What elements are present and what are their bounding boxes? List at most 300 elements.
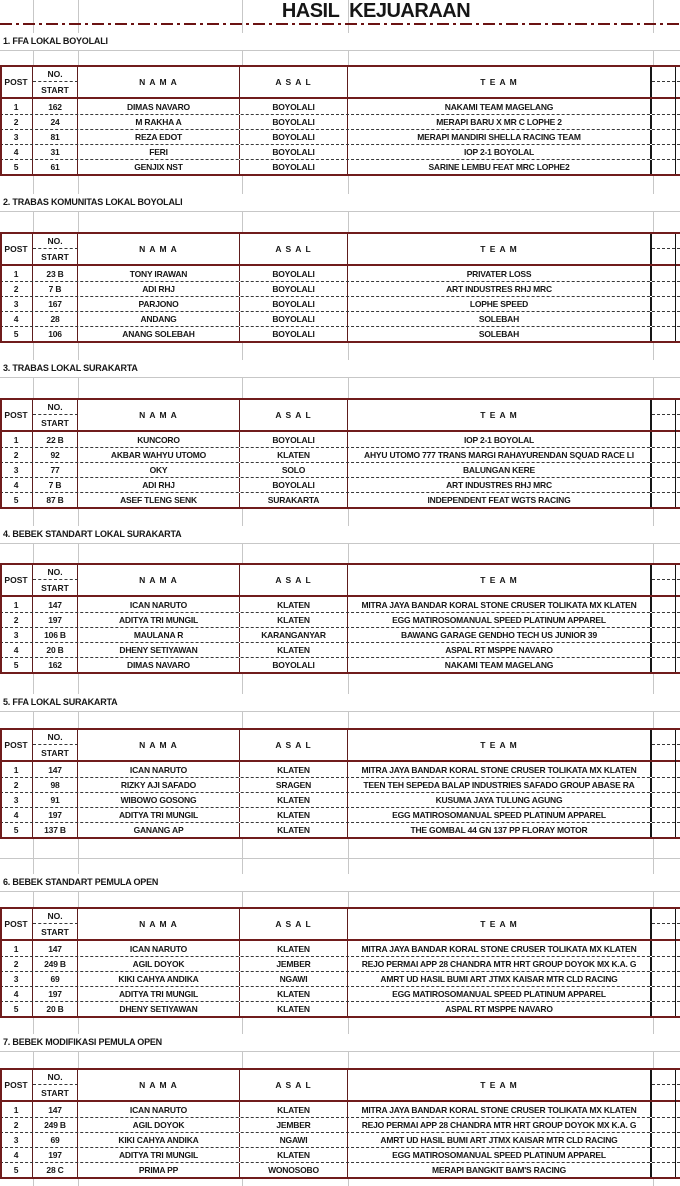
cell-no-start: 137 B	[33, 823, 78, 837]
cell-asal: JEMBER	[240, 957, 348, 971]
header-asal: A S A L	[240, 67, 348, 97]
cell-asal: KARANGANYAR	[240, 628, 348, 642]
cell-team: ART INDUSTRES RHJ MRC	[348, 478, 652, 492]
cell-edge-sliver	[676, 972, 680, 986]
page-title: HASIL KEJUARAAN	[281, 0, 471, 22]
cell-clipped	[652, 282, 676, 296]
cell-nama: ADITYA TRI MUNGIL	[78, 808, 240, 822]
table-body	[0, 762, 680, 837]
cell-post: 2	[0, 1118, 33, 1132]
cell-team: AHYU UTOMO 777 TRANS MARGI RAHAYURENDAN SQUAD RACE LI	[348, 448, 652, 462]
cell-post: 5	[0, 493, 33, 507]
cell-nama: ADITYA TRI MUNGIL	[78, 613, 240, 627]
cell-edge-sliver	[676, 327, 680, 341]
table-row	[0, 144, 680, 159]
clipped-column-border	[675, 67, 676, 174]
cell-asal: BOYOLALI	[240, 160, 348, 174]
section-title: 5. FFA LOKAL SURAKARTA	[0, 694, 680, 711]
cell-post: 3	[0, 1133, 33, 1147]
cell-post: 4	[0, 643, 33, 657]
cell-team: MITRA JAYA BANDAR KORAL STONE CRUSER TOLIKATA MX KLATEN	[348, 762, 652, 777]
cell-asal: KLATEN	[240, 1148, 348, 1162]
header-team: T E A M	[348, 67, 652, 97]
table-left-border	[0, 67, 2, 174]
header-post: POST	[0, 909, 33, 939]
cell-team: SARINE LEMBU FEAT MRC LOPHE2	[348, 160, 652, 174]
results-section	[0, 694, 680, 839]
cell-post: 2	[0, 613, 33, 627]
cell-nama: KIKI CAHYA ANDIKA	[78, 972, 240, 986]
cell-clipped	[652, 1102, 676, 1117]
cell-asal: KLATEN	[240, 448, 348, 462]
cell-edge-sliver	[676, 448, 680, 462]
header-post: POST	[0, 565, 33, 595]
cell-edge-sliver	[676, 160, 680, 174]
cell-edge-sliver	[676, 130, 680, 144]
table-row	[0, 822, 680, 837]
cell-nama: FERI	[78, 145, 240, 159]
cell-clipped	[652, 613, 676, 627]
cell-no-start: 91	[33, 793, 78, 807]
table-row	[0, 159, 680, 174]
table-row	[0, 792, 680, 807]
table-row	[0, 99, 680, 114]
cell-clipped	[652, 493, 676, 507]
cell-edge-sliver	[676, 312, 680, 326]
header-post: POST	[0, 67, 33, 97]
cell-edge-sliver	[676, 478, 680, 492]
cell-clipped	[652, 1133, 676, 1147]
table-header-row	[0, 400, 680, 432]
cell-asal: BOYOLALI	[240, 282, 348, 296]
cell-no-start: 61	[33, 160, 78, 174]
table-left-border	[0, 909, 2, 1016]
header-no: NO.	[33, 909, 78, 924]
table-header-row	[0, 909, 680, 941]
cell-no-start: 69	[33, 972, 78, 986]
cell-asal: KLATEN	[240, 1102, 348, 1117]
cell-nama: ANANG SOLEBAH	[78, 327, 240, 341]
header-nama: N A M A	[78, 400, 240, 430]
cell-edge-sliver	[676, 987, 680, 1001]
table-row	[0, 477, 680, 492]
cell-team: ASPAL RT MSPPE NAVARO	[348, 643, 652, 657]
header-team: T E A M	[348, 565, 652, 595]
cell-edge-sliver	[676, 597, 680, 612]
cell-nama: GENJIX NST	[78, 160, 240, 174]
section-title: 2. TRABAS KOMUNITAS LOKAL BOYOLALI	[0, 194, 680, 211]
header-start: START	[33, 249, 78, 264]
cell-clipped	[652, 808, 676, 822]
results-section	[0, 360, 680, 509]
cell-nama: REZA EDOT	[78, 130, 240, 144]
cell-edge-sliver	[676, 1163, 680, 1177]
cell-team: EGG MATIROSOMANUAL SPEED PLATINUM APPAREL	[348, 808, 652, 822]
header-team: T E A M	[348, 234, 652, 264]
cell-team: THE GOMBAL 44 GN 137 PP FLORAY MOTOR	[348, 823, 652, 837]
cell-edge-sliver	[676, 808, 680, 822]
cell-nama: DIMAS NAVARO	[78, 99, 240, 114]
table-row	[0, 956, 680, 971]
cell-nama: ANDANG	[78, 312, 240, 326]
cell-team: MERAPI BANGKIT BAM'S RACING	[348, 1163, 652, 1177]
cell-no-start: 69	[33, 1133, 78, 1147]
cell-edge-sliver	[676, 493, 680, 507]
cell-edge-sliver	[676, 1118, 680, 1132]
cell-post: 1	[0, 1102, 33, 1117]
cell-post: 3	[0, 793, 33, 807]
cell-team: MERAPI BARU X MR C LOPHE 2	[348, 115, 652, 129]
results-section	[0, 874, 680, 1018]
cell-team: ASPAL RT MSPPE NAVARO	[348, 1002, 652, 1016]
cell-team: REJO PERMAI APP 28 CHANDRA MTR HRT GROUP DOYOK MX K.A. G	[348, 957, 652, 971]
table-left-border	[0, 1070, 2, 1177]
table-row	[0, 762, 680, 777]
table-row	[0, 326, 680, 341]
table-header-row	[0, 565, 680, 597]
header-post: POST	[0, 234, 33, 264]
cell-team: REJO PERMAI APP 28 CHANDRA MTR HRT GROUP DOYOK MX K.A. G	[348, 1118, 652, 1132]
table-header-row	[0, 1070, 680, 1102]
cell-asal: BOYOLALI	[240, 327, 348, 341]
cell-no-start: 106	[33, 327, 78, 341]
cell-nama: AKBAR WAHYU UTOMO	[78, 448, 240, 462]
table-row	[0, 597, 680, 612]
cell-clipped	[652, 957, 676, 971]
cell-edge-sliver	[676, 1133, 680, 1147]
cell-no-start: 81	[33, 130, 78, 144]
cell-asal: BOYOLALI	[240, 432, 348, 447]
cell-no-start: 24	[33, 115, 78, 129]
table-row	[0, 447, 680, 462]
results-table	[0, 1068, 680, 1179]
table-row	[0, 311, 680, 326]
header-team: T E A M	[348, 730, 652, 760]
header-asal: A S A L	[240, 730, 348, 760]
table-row	[0, 627, 680, 642]
cell-clipped	[652, 941, 676, 956]
table-row	[0, 807, 680, 822]
cell-team: MERAPI MANDIRI SHELLA RACING TEAM	[348, 130, 652, 144]
cell-edge-sliver	[676, 282, 680, 296]
cell-clipped	[652, 145, 676, 159]
header-nama: N A M A	[78, 909, 240, 939]
cell-nama: ASEF TLENG SENK	[78, 493, 240, 507]
section-title: 4. BEBEK STANDART LOKAL SURAKARTA	[0, 526, 680, 543]
cell-nama: GANANG AP	[78, 823, 240, 837]
cell-clipped	[652, 1163, 676, 1177]
cell-post: 5	[0, 1163, 33, 1177]
cell-clipped	[652, 1002, 676, 1016]
cell-edge-sliver	[676, 99, 680, 114]
cell-clipped	[652, 793, 676, 807]
header-asal: A S A L	[240, 565, 348, 595]
header-team: T E A M	[348, 909, 652, 939]
cell-team: BALUNGAN KERE	[348, 463, 652, 477]
cell-post: 4	[0, 987, 33, 1001]
cell-nama: ADITYA TRI MUNGIL	[78, 1148, 240, 1162]
cell-asal: KLATEN	[240, 613, 348, 627]
header-asal: A S A L	[240, 909, 348, 939]
cell-clipped	[652, 972, 676, 986]
cell-asal: BOYOLALI	[240, 130, 348, 144]
cell-team: LOPHE SPEED	[348, 297, 652, 311]
cell-edge-sliver	[676, 463, 680, 477]
cell-clipped	[652, 266, 676, 281]
cell-clipped	[652, 778, 676, 792]
cell-no-start: 28 C	[33, 1163, 78, 1177]
cell-post: 1	[0, 597, 33, 612]
cell-clipped	[652, 1118, 676, 1132]
header-team: T E A M	[348, 1070, 652, 1100]
cell-asal: KLATEN	[240, 987, 348, 1001]
clipped-column-border	[675, 909, 676, 1016]
table-row	[0, 1117, 680, 1132]
table-row	[0, 1001, 680, 1016]
cell-clipped	[652, 160, 676, 174]
gridline-horizontal	[0, 858, 680, 859]
cell-no-start: 31	[33, 145, 78, 159]
cell-clipped	[652, 312, 676, 326]
cell-post: 1	[0, 941, 33, 956]
cell-post: 1	[0, 266, 33, 281]
cell-post: 1	[0, 99, 33, 114]
section-title: 6. BEBEK STANDART PEMULA OPEN	[0, 874, 680, 891]
results-section	[0, 1034, 680, 1179]
table-row	[0, 1102, 680, 1117]
cell-team: NAKAMI TEAM MAGELANG	[348, 99, 652, 114]
table-row	[0, 612, 680, 627]
table-left-border	[0, 400, 2, 507]
cell-clipped	[652, 115, 676, 129]
header-no: NO.	[33, 400, 78, 415]
cell-edge-sliver	[676, 823, 680, 837]
cell-asal: KLATEN	[240, 941, 348, 956]
clipped-column-border	[675, 730, 676, 837]
cell-no-start: 162	[33, 99, 78, 114]
cell-asal: BOYOLALI	[240, 312, 348, 326]
cell-edge-sliver	[676, 297, 680, 311]
cell-clipped	[652, 1148, 676, 1162]
cell-team: IOP 2-1 BOYOLAL	[348, 432, 652, 447]
cell-clipped	[652, 463, 676, 477]
table-header-row	[0, 730, 680, 762]
cell-post: 1	[0, 762, 33, 777]
cell-no-start: 147	[33, 762, 78, 777]
header-nama: N A M A	[78, 730, 240, 760]
cell-edge-sliver	[676, 115, 680, 129]
cell-no-start: 197	[33, 1148, 78, 1162]
cell-clipped	[652, 987, 676, 1001]
cell-clipped	[652, 478, 676, 492]
cell-asal: KLATEN	[240, 793, 348, 807]
cell-team: IOP 2-1 BOYOLAL	[348, 145, 652, 159]
cell-nama: AGIL DOYOK	[78, 1118, 240, 1132]
header-no: NO.	[33, 565, 78, 580]
table-body	[0, 597, 680, 672]
cell-nama: ADI RHJ	[78, 478, 240, 492]
table-row	[0, 941, 680, 956]
cell-clipped	[652, 823, 676, 837]
header-post: POST	[0, 400, 33, 430]
table-left-border	[0, 234, 2, 341]
clipped-column-border	[675, 565, 676, 672]
cell-asal: KLATEN	[240, 808, 348, 822]
cell-no-start: 147	[33, 597, 78, 612]
cell-asal: KLATEN	[240, 643, 348, 657]
cell-post: 3	[0, 972, 33, 986]
cell-edge-sliver	[676, 1148, 680, 1162]
cell-edge-sliver	[676, 628, 680, 642]
cell-asal: BOYOLALI	[240, 115, 348, 129]
cell-asal: KLATEN	[240, 762, 348, 777]
cell-asal: BOYOLALI	[240, 99, 348, 114]
cell-post: 2	[0, 282, 33, 296]
header-start: START	[33, 1085, 78, 1100]
section-title: 3. TRABAS LOKAL SURAKARTA	[0, 360, 680, 377]
cell-team: AMRT UD HASIL BUMI ART JTMX KAISAR MTR CLD RACING	[348, 972, 652, 986]
cell-post: 4	[0, 312, 33, 326]
cell-team: MITRA JAYA BANDAR KORAL STONE CRUSER TOLIKATA MX KLATEN	[348, 597, 652, 612]
cell-team: MITRA JAYA BANDAR KORAL STONE CRUSER TOLIKATA MX KLATEN	[348, 1102, 652, 1117]
cell-no-start: 249 B	[33, 1118, 78, 1132]
header-post: POST	[0, 730, 33, 760]
cell-clipped	[652, 327, 676, 341]
cell-nama: KIKI CAHYA ANDIKA	[78, 1133, 240, 1147]
cell-team: EGG MATIROSOMANUAL SPEED PLATINUM APPAREL	[348, 613, 652, 627]
cell-edge-sliver	[676, 613, 680, 627]
table-row	[0, 986, 680, 1001]
results-table	[0, 232, 680, 343]
header-nama: N A M A	[78, 1070, 240, 1100]
cell-nama: OKY	[78, 463, 240, 477]
header-no: NO.	[33, 67, 78, 82]
cell-asal: JEMBER	[240, 1118, 348, 1132]
cell-post: 5	[0, 327, 33, 341]
cell-team: AMRT UD HASIL BUMI ART JTMX KAISAR MTR CLD RACING	[348, 1133, 652, 1147]
results-section	[0, 33, 680, 176]
cell-no-start: 147	[33, 941, 78, 956]
cell-team: PRIVATER LOSS	[348, 266, 652, 281]
table-row	[0, 432, 680, 447]
table-row	[0, 971, 680, 986]
header-no: NO.	[33, 234, 78, 249]
cell-edge-sliver	[676, 762, 680, 777]
cell-asal: BOYOLALI	[240, 478, 348, 492]
header-asal: A S A L	[240, 1070, 348, 1100]
cell-clipped	[652, 130, 676, 144]
cell-asal: SURAKARTA	[240, 493, 348, 507]
cell-no-start: 7 B	[33, 478, 78, 492]
cell-asal: BOYOLALI	[240, 266, 348, 281]
cell-no-start: 77	[33, 463, 78, 477]
cell-post: 2	[0, 115, 33, 129]
cell-no-start: 7 B	[33, 282, 78, 296]
cell-no-start: 98	[33, 778, 78, 792]
cell-nama: ICAN NARUTO	[78, 941, 240, 956]
cell-team: KUSUMA JAYA TULUNG AGUNG	[348, 793, 652, 807]
table-row	[0, 657, 680, 672]
cell-post: 2	[0, 957, 33, 971]
header-start: START	[33, 745, 78, 760]
cell-nama: KUNCORO	[78, 432, 240, 447]
table-row	[0, 1132, 680, 1147]
cell-no-start: 162	[33, 658, 78, 672]
title-divider-rule	[0, 23, 680, 25]
clipped-column-border	[675, 400, 676, 507]
cell-team: SOLEBAH	[348, 327, 652, 341]
header-start: START	[33, 924, 78, 939]
table-row	[0, 1162, 680, 1177]
cell-nama: AGIL DOYOK	[78, 957, 240, 971]
cell-team: INDEPENDENT FEAT WGTS RACING	[348, 493, 652, 507]
table-body	[0, 1102, 680, 1177]
header-asal: A S A L	[240, 400, 348, 430]
cell-clipped	[652, 658, 676, 672]
cell-no-start: 28	[33, 312, 78, 326]
section-title: 7. BEBEK MODIFIKASI PEMULA OPEN	[0, 1034, 680, 1051]
header-post: POST	[0, 1070, 33, 1100]
table-row	[0, 296, 680, 311]
cell-post: 3	[0, 130, 33, 144]
cell-post: 4	[0, 478, 33, 492]
cell-no-start: 249 B	[33, 957, 78, 971]
table-row	[0, 129, 680, 144]
table-header-row	[0, 67, 680, 99]
results-section	[0, 194, 680, 343]
cell-team: NAKAMI TEAM MAGELANG	[348, 658, 652, 672]
table-row	[0, 462, 680, 477]
results-table	[0, 907, 680, 1018]
cell-team: EGG MATIROSOMANUAL SPEED PLATINUM APPAREL	[348, 1148, 652, 1162]
cell-no-start: 197	[33, 613, 78, 627]
cell-asal: WONOSOBO	[240, 1163, 348, 1177]
table-row	[0, 266, 680, 281]
results-table	[0, 728, 680, 839]
cell-nama: ADI RHJ	[78, 282, 240, 296]
cell-clipped	[652, 643, 676, 657]
table-row	[0, 777, 680, 792]
header-start: START	[33, 580, 78, 595]
results-table	[0, 65, 680, 176]
cell-post: 3	[0, 297, 33, 311]
table-row	[0, 281, 680, 296]
table-row	[0, 1147, 680, 1162]
cell-post: 5	[0, 658, 33, 672]
section-title: 1. FFA LOKAL BOYOLALI	[0, 33, 680, 50]
cell-no-start: 20 B	[33, 643, 78, 657]
cell-nama: ICAN NARUTO	[78, 1102, 240, 1117]
header-nama: N A M A	[78, 67, 240, 97]
cell-edge-sliver	[676, 941, 680, 956]
header-no: NO.	[33, 730, 78, 745]
cell-nama: PRIMA PP	[78, 1163, 240, 1177]
cell-nama: MAULANA R	[78, 628, 240, 642]
table-row	[0, 492, 680, 507]
cell-team: EGG MATIROSOMANUAL SPEED PLATINUM APPAREL	[348, 987, 652, 1001]
cell-nama: M RAKHA A	[78, 115, 240, 129]
cell-post: 4	[0, 808, 33, 822]
table-body	[0, 432, 680, 507]
cell-nama: ICAN NARUTO	[78, 762, 240, 777]
cell-clipped	[652, 99, 676, 114]
cell-team: TEEN TEH SEPEDA BALAP INDUSTRIES SAFADO GROUP ABASE RA	[348, 778, 652, 792]
results-table	[0, 398, 680, 509]
cell-no-start: 87 B	[33, 493, 78, 507]
cell-post: 3	[0, 628, 33, 642]
cell-no-start: 23 B	[33, 266, 78, 281]
table-left-border	[0, 730, 2, 837]
